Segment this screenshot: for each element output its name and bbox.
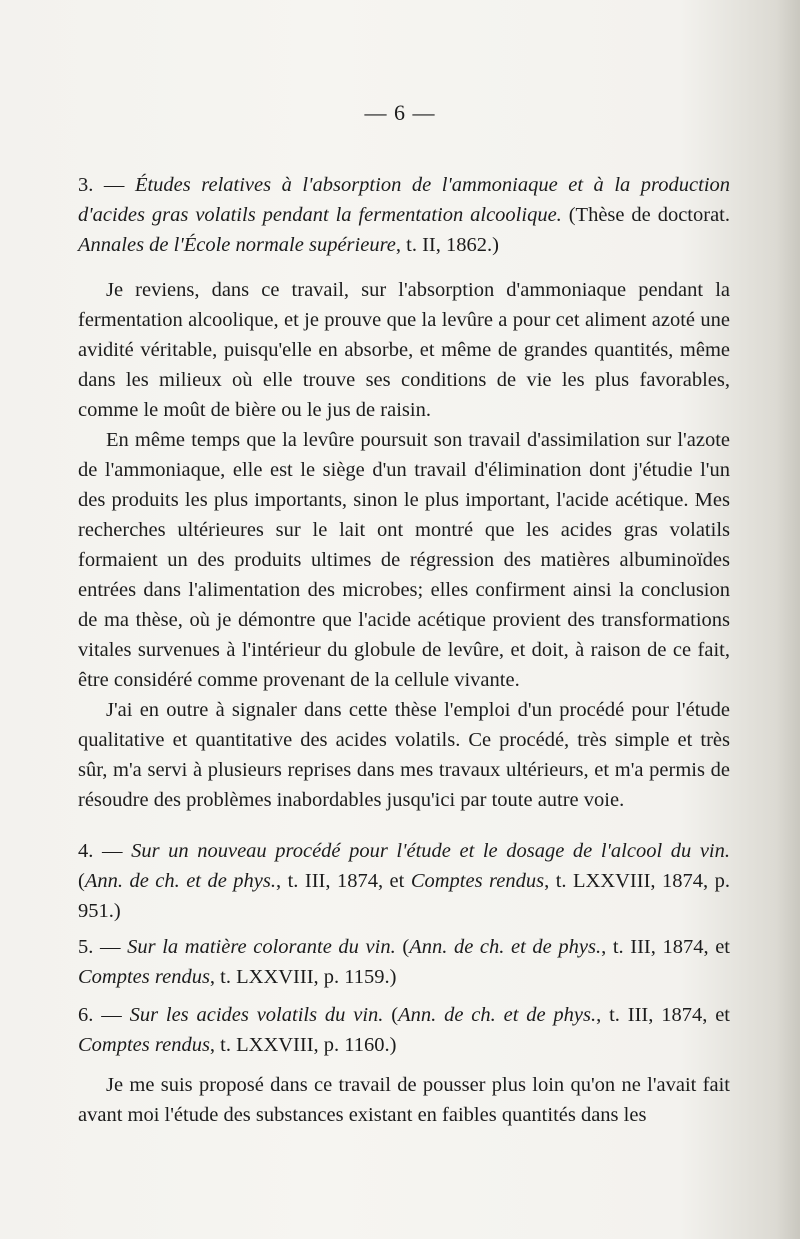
- entry-note: (Thèse de doctorat.: [561, 204, 730, 226]
- entry-ref-end: , t. LXXVIII, p. 1160.): [209, 1034, 397, 1056]
- entry-title: Sur un nouveau procédé pour l'étude et le dosage de l'alcool du vin.: [131, 840, 731, 862]
- page-number: — 6 —: [364, 100, 436, 125]
- entry-ref-mid: , t. III, 1874, et: [276, 870, 411, 892]
- paragraph-3: J'ai en outre à signaler dans cette thèse l'emploi d'un procédé pour l'étude qualitative et quantitative des acides volatils. Ce procédé, très simple et très sûr, m'a servi à plusieurs reprises dans mes travaux ultérieurs, et m'a permis de résoudre des problèmes inabordables jusqu'ici par toute autre voie.: [78, 699, 730, 811]
- entry-ref-open: (: [78, 870, 85, 892]
- entry-journal: Ann. de ch. et de phys.: [398, 1004, 597, 1026]
- entry-number: 3. —: [78, 174, 125, 196]
- entry-note-end: , t. II, 1862.): [395, 234, 499, 256]
- entry-journal: Ann. de ch. et de phys.: [84, 870, 276, 892]
- entry-journal-2: Comptes rendus: [78, 966, 210, 988]
- entry-ref-mid: , t. III, 1874, et: [601, 936, 731, 958]
- bibliography-entry-3: [78, 170, 730, 260]
- entry-ref-open: (: [383, 1004, 399, 1026]
- entry-ref-end: , t. LXXVIII, p. 1159.): [209, 966, 397, 988]
- entry-ref-open: (: [395, 936, 410, 958]
- entry-ref-mid: , t. III, 1874, et: [596, 1004, 730, 1026]
- entry-journal-2: Comptes rendus: [78, 1034, 210, 1056]
- entry-journal-2: Comptes rendus: [410, 870, 545, 892]
- entry-ref-end: , t. LXXVIII, 1874, p. 951.): [78, 870, 730, 922]
- paragraph-2: En même temps que la levûre poursuit son travail d'assimilation sur l'azote de l'ammoniaque, elle est le siège d'un travail d'élimination dont j'étudie l'un des produits les plus importants, sinon le plus important, l'acide acétique. Mes recherches ultérieures sur le lait ont montré que les acides gras volatils formaient un des produits ultimes de régression des matières albuminoïdes entrées dans l'alimentation des microbes; elles confirment ainsi la conclusion de ma thèse, où je démontre que l'acide acétique provient des transformations vitales survenues à l'intérieur du globule de levûre, et doit, à raison de ce fait, être considéré comme provenant de la cellule vivante.: [78, 429, 730, 691]
- final-text: [78, 1070, 730, 1130]
- paragraph-1: Je reviens, dans ce travail, sur l'absorption d'ammoniaque pendant la fermentation alcoolique, et je prouve que la levûre a pour cet aliment azoté une avidité véritable, puisqu'elle en absorbe, et même de grandes quantités, même dans les milieux où elle trouve ses conditions de vie les plus favorables, comme le moût de bière ou le jus de raisin.: [78, 279, 730, 421]
- entry-title: Sur la matière colorante du vin.: [127, 936, 396, 958]
- entry-number: 4. —: [78, 840, 123, 862]
- bibliography-entry-4: [78, 836, 730, 926]
- entry-number: 5. —: [78, 936, 121, 958]
- entry-title: Sur les acides volatils du vin.: [129, 1004, 384, 1026]
- entry-journal: Annales de l'École normale supérieure: [78, 234, 396, 256]
- paragraph-final: Je me suis proposé dans ce travail de pousser plus loin qu'on ne l'avait fait avant moi l'étude des substances existant en faibles quantités dans les: [78, 1074, 730, 1126]
- entry-number: 6. —: [78, 1004, 122, 1026]
- bibliography-entry-6: [78, 1000, 730, 1060]
- entry-journal: Ann. de ch. et de phys.: [409, 936, 602, 958]
- body-text: [78, 275, 730, 815]
- bibliography-entry-5: [78, 932, 730, 992]
- entry-title: Études relatives à l'absorption de l'ammoniaque et à la production d'acides gras volatils pendant la fermentation alcoolique.: [78, 174, 731, 226]
